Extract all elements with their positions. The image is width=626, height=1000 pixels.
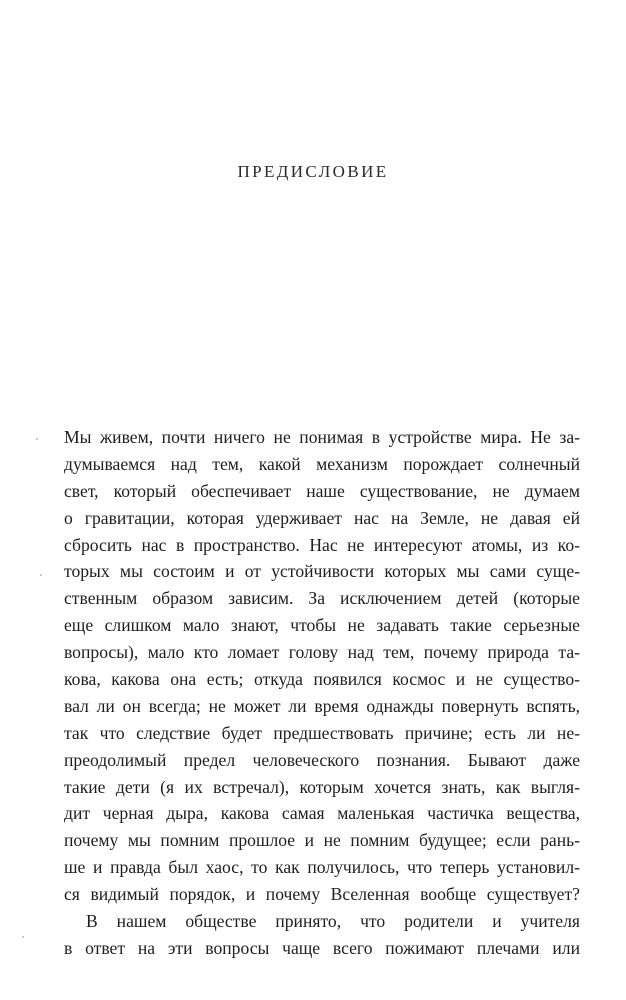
- text-line: торых мы состоим и от устойчивости которых мы сами суще-: [64, 561, 580, 582]
- scan-speck: [36, 438, 38, 440]
- paragraph-1: [64, 424, 580, 908]
- body-text: [64, 424, 580, 962]
- text-line: ственным образом зависим. За исключением детей (которые: [64, 588, 580, 609]
- scan-speck: [22, 936, 24, 938]
- text-line: такие дети (я их встречал), которым хочется знать, как выгля-: [64, 776, 580, 797]
- text-line: сбросить нас в пространство. Нас не интересуют атомы, из ко-: [64, 534, 580, 555]
- text-line: ше и правда был хаос, то как получилось, что теперь установил-: [64, 857, 580, 878]
- text-line: вал ли он всегда; не может ли время однажды повернуть вспять,: [64, 695, 580, 716]
- scan-speck: [40, 574, 42, 576]
- text-line: в ответ на эти вопросы чаще всего пожимают плечами или: [64, 937, 580, 958]
- text-line: ся видимый порядок, и почему Вселенная вообще существует?: [64, 884, 580, 905]
- text-line: почему мы помним прошлое и не помним будущее; если рань-: [64, 830, 580, 851]
- text-line: так что следствие будет предшествовать причине; есть ли не-: [64, 722, 580, 743]
- text-line: дит черная дыра, какова самая маленькая частичка вещества,: [64, 803, 580, 824]
- text-line: преодолимый предел человеческого познания. Бывают даже: [64, 749, 580, 770]
- text-line: думываемся над тем, какой механизм порождает солнечный: [64, 453, 580, 474]
- paragraph-2: [64, 908, 580, 962]
- text-line: еще слишком мало знают, чтобы не задавать такие серьезные: [64, 615, 580, 636]
- chapter-heading: ПРЕДИСЛОВИЕ: [237, 162, 389, 181]
- text-line: о гравитации, которая удерживает нас на Земле, не давая ей: [64, 507, 580, 528]
- text-line: вопросы), мало кто ломает голову над тем, почему природа та-: [64, 642, 580, 663]
- text-line: В нашем обществе принято, что родители и учителя: [86, 911, 580, 932]
- text-line: Мы живем, почти ничего не понимая в устройстве мира. Не за-: [64, 427, 580, 447]
- text-line: кова, какова она есть; откуда появился космос и не существо-: [64, 669, 580, 690]
- text-line: свет, который обеспечивает наше существование, не думаем: [64, 480, 580, 501]
